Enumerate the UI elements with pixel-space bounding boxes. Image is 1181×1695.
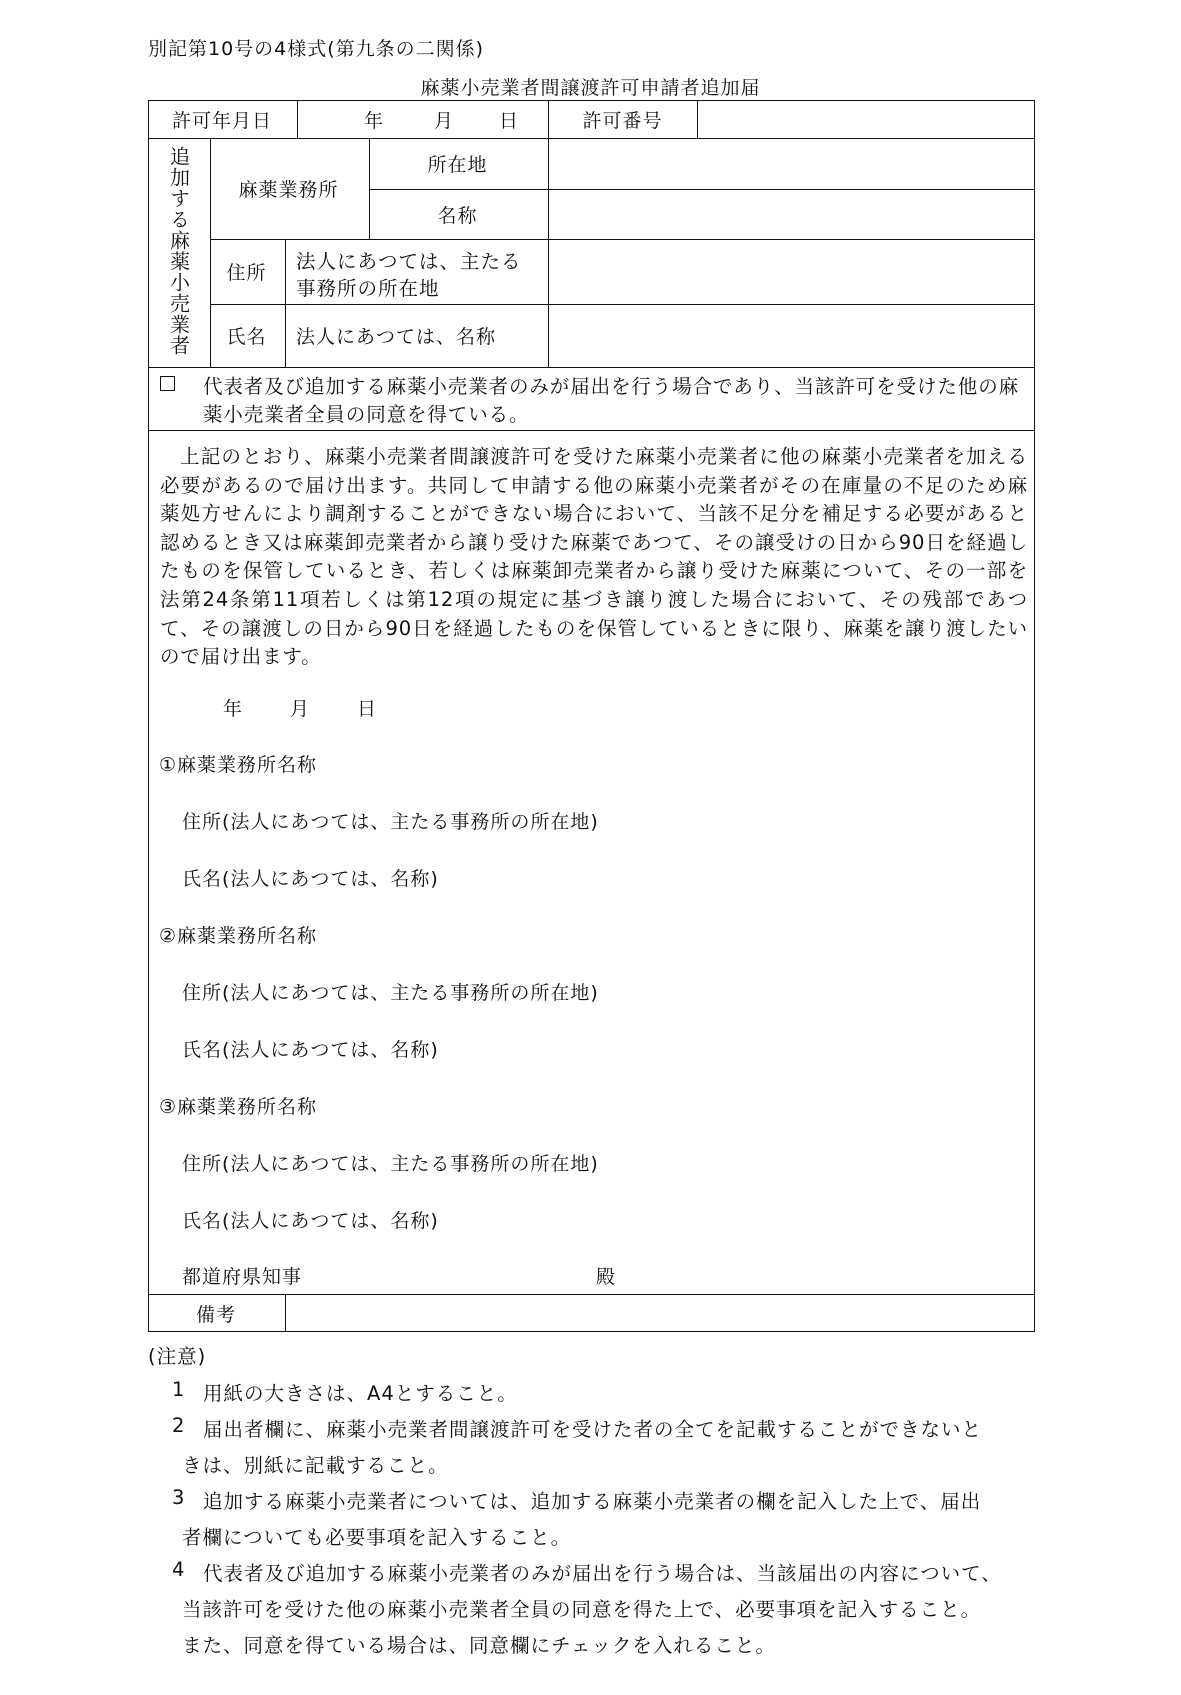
note-4-line3: また、同意を得ている場合は、同意欄にチェックを入れること。 (182, 1634, 776, 1657)
address-label: 住所 (226, 262, 267, 284)
remarks-field[interactable] (285, 1294, 1034, 1332)
person-name-label: 氏名 (226, 326, 267, 348)
note-4-line1: 代表者及び追加する麻薬小売業者のみが届出を行う場合は、当該届出の内容について、 (203, 1562, 1002, 1585)
addressee-honorific: 殿 (596, 1266, 617, 1288)
applicant-2-name: 氏名(法人にあつては、名称) (182, 1039, 439, 1061)
rule-col-hint (285, 239, 286, 367)
remarks-label: 備考 (195, 1303, 236, 1326)
address-hint-line2: 事務所の所在地 (296, 277, 440, 300)
declaration-date-day: 日 (357, 698, 378, 720)
note-1-number: 1 (172, 1378, 186, 1401)
applicant-1-name: 氏名(法人にあつては、名称) (182, 868, 439, 890)
permit-date-label: 許可年月日 (171, 109, 272, 132)
applicant-3-address: 住所(法人にあつては、主たる事務所の所在地) (182, 1153, 599, 1175)
applicant-2-office: ②麻薬業務所名称 (159, 925, 318, 947)
added-retailer-section-text: 追加する麻薬小売業者 (166, 146, 191, 356)
rule-consent-bottom (149, 430, 1034, 431)
location-label: 所在地 (427, 154, 488, 176)
notes-heading: (注意) (148, 1345, 207, 1368)
note-2-line2: きは、別紙に記載すること。 (182, 1454, 449, 1477)
narcotics-office-label: 麻薬業務所 (238, 179, 339, 201)
declaration-date-year: 年 (223, 698, 244, 720)
note-2-number: 2 (172, 1414, 186, 1437)
note-3-number: 3 (172, 1486, 186, 1509)
office-name-label: 名称 (437, 204, 478, 227)
consent-text: 代表者及び追加する麻薬小売業者のみが届出を行う場合であり、当該許可を受けた他の麻薬小売業者全員の同意を得ている。 (203, 375, 1020, 426)
permit-date-field[interactable] (297, 100, 548, 138)
applicant-3-office: ③麻薬業務所名称 (159, 1096, 318, 1118)
address-hint-line1: 法人にあつては、主たる (296, 250, 522, 273)
office-name-field[interactable] (548, 189, 1034, 239)
address-field[interactable] (548, 239, 1034, 304)
form-reference: 別記第10号の4様式(第九条の二関係) (148, 38, 485, 60)
rule-section-bottom (149, 367, 1034, 368)
note-4-line2: 当該許可を受けた他の麻薬小売業者全員の同意を得た上で、必要事項を記入すること。 (182, 1598, 982, 1621)
address-hint (296, 248, 522, 302)
applicant-1-office: ①麻薬業務所名称 (159, 754, 318, 776)
permit-date-day: 日 (499, 109, 520, 132)
applicant-2-address: 住所(法人にあつては、主たる事務所の所在地) (182, 982, 599, 1004)
permit-date-year: 年 (364, 109, 385, 132)
person-name-field[interactable] (548, 304, 1034, 367)
consent-checkbox[interactable] (160, 376, 175, 391)
note-3-line2: 者欄についても必要事項を記入すること。 (182, 1526, 572, 1549)
added-retailer-section-label (148, 138, 209, 367)
permit-date-month: 月 (434, 109, 455, 132)
person-name-hint: 法人にあつては、名称 (296, 326, 497, 348)
document-title: 麻薬小売業者間譲渡許可申請者追加届 (420, 77, 761, 99)
note-1-text: 用紙の大きさは、A4とすること。 (203, 1382, 518, 1405)
note-3-line1: 追加する麻薬小売業者については、追加する麻薬小売業者の欄を記入した上で、届出 (203, 1490, 982, 1513)
note-4-number: 4 (172, 1558, 186, 1581)
applicant-3-name: 氏名(法人にあつては、名称) (182, 1210, 439, 1232)
note-2-line1: 届出者欄に、麻薬小売業者間譲渡許可を受けた者の全てを記載することができないと (203, 1418, 983, 1441)
applicant-1-address: 住所(法人にあつては、主たる事務所の所在地) (182, 811, 599, 833)
location-field[interactable] (548, 138, 1034, 189)
declaration-date-month: 月 (290, 698, 311, 720)
permit-number-field[interactable] (697, 100, 1034, 138)
addressee-label: 都道府県知事 (182, 1266, 303, 1288)
declaration-text: 上記のとおり、麻薬小売業者間譲渡許可を受けた麻薬小売業者に他の麻薬小売業者を加える必要があるので届け出ます。共同して申請する他の麻薬小売業者がその在庫量の不足のため麻薬処方せんにより調剤することができない場合において、当該不足分を補足する必要があると認めるとき又は麻薬卸売業者から譲り受けた麻薬であつて、その譲受けの日から90日を経過したものを保管しているとき、若しくは麻薬卸売業者から譲り受けた麻薬について、その一部を法第24条第11項若しくは第12項の規定に基づき譲り渡した場合において、その残部であつて、その譲渡しの日から90日を経過したものを保管しているときに限り、麻薬を譲り渡したいので届け出ます。 (160, 445, 1028, 669)
permit-number-label: 許可番号 (582, 109, 663, 132)
declaration-paragraph (160, 443, 1028, 672)
